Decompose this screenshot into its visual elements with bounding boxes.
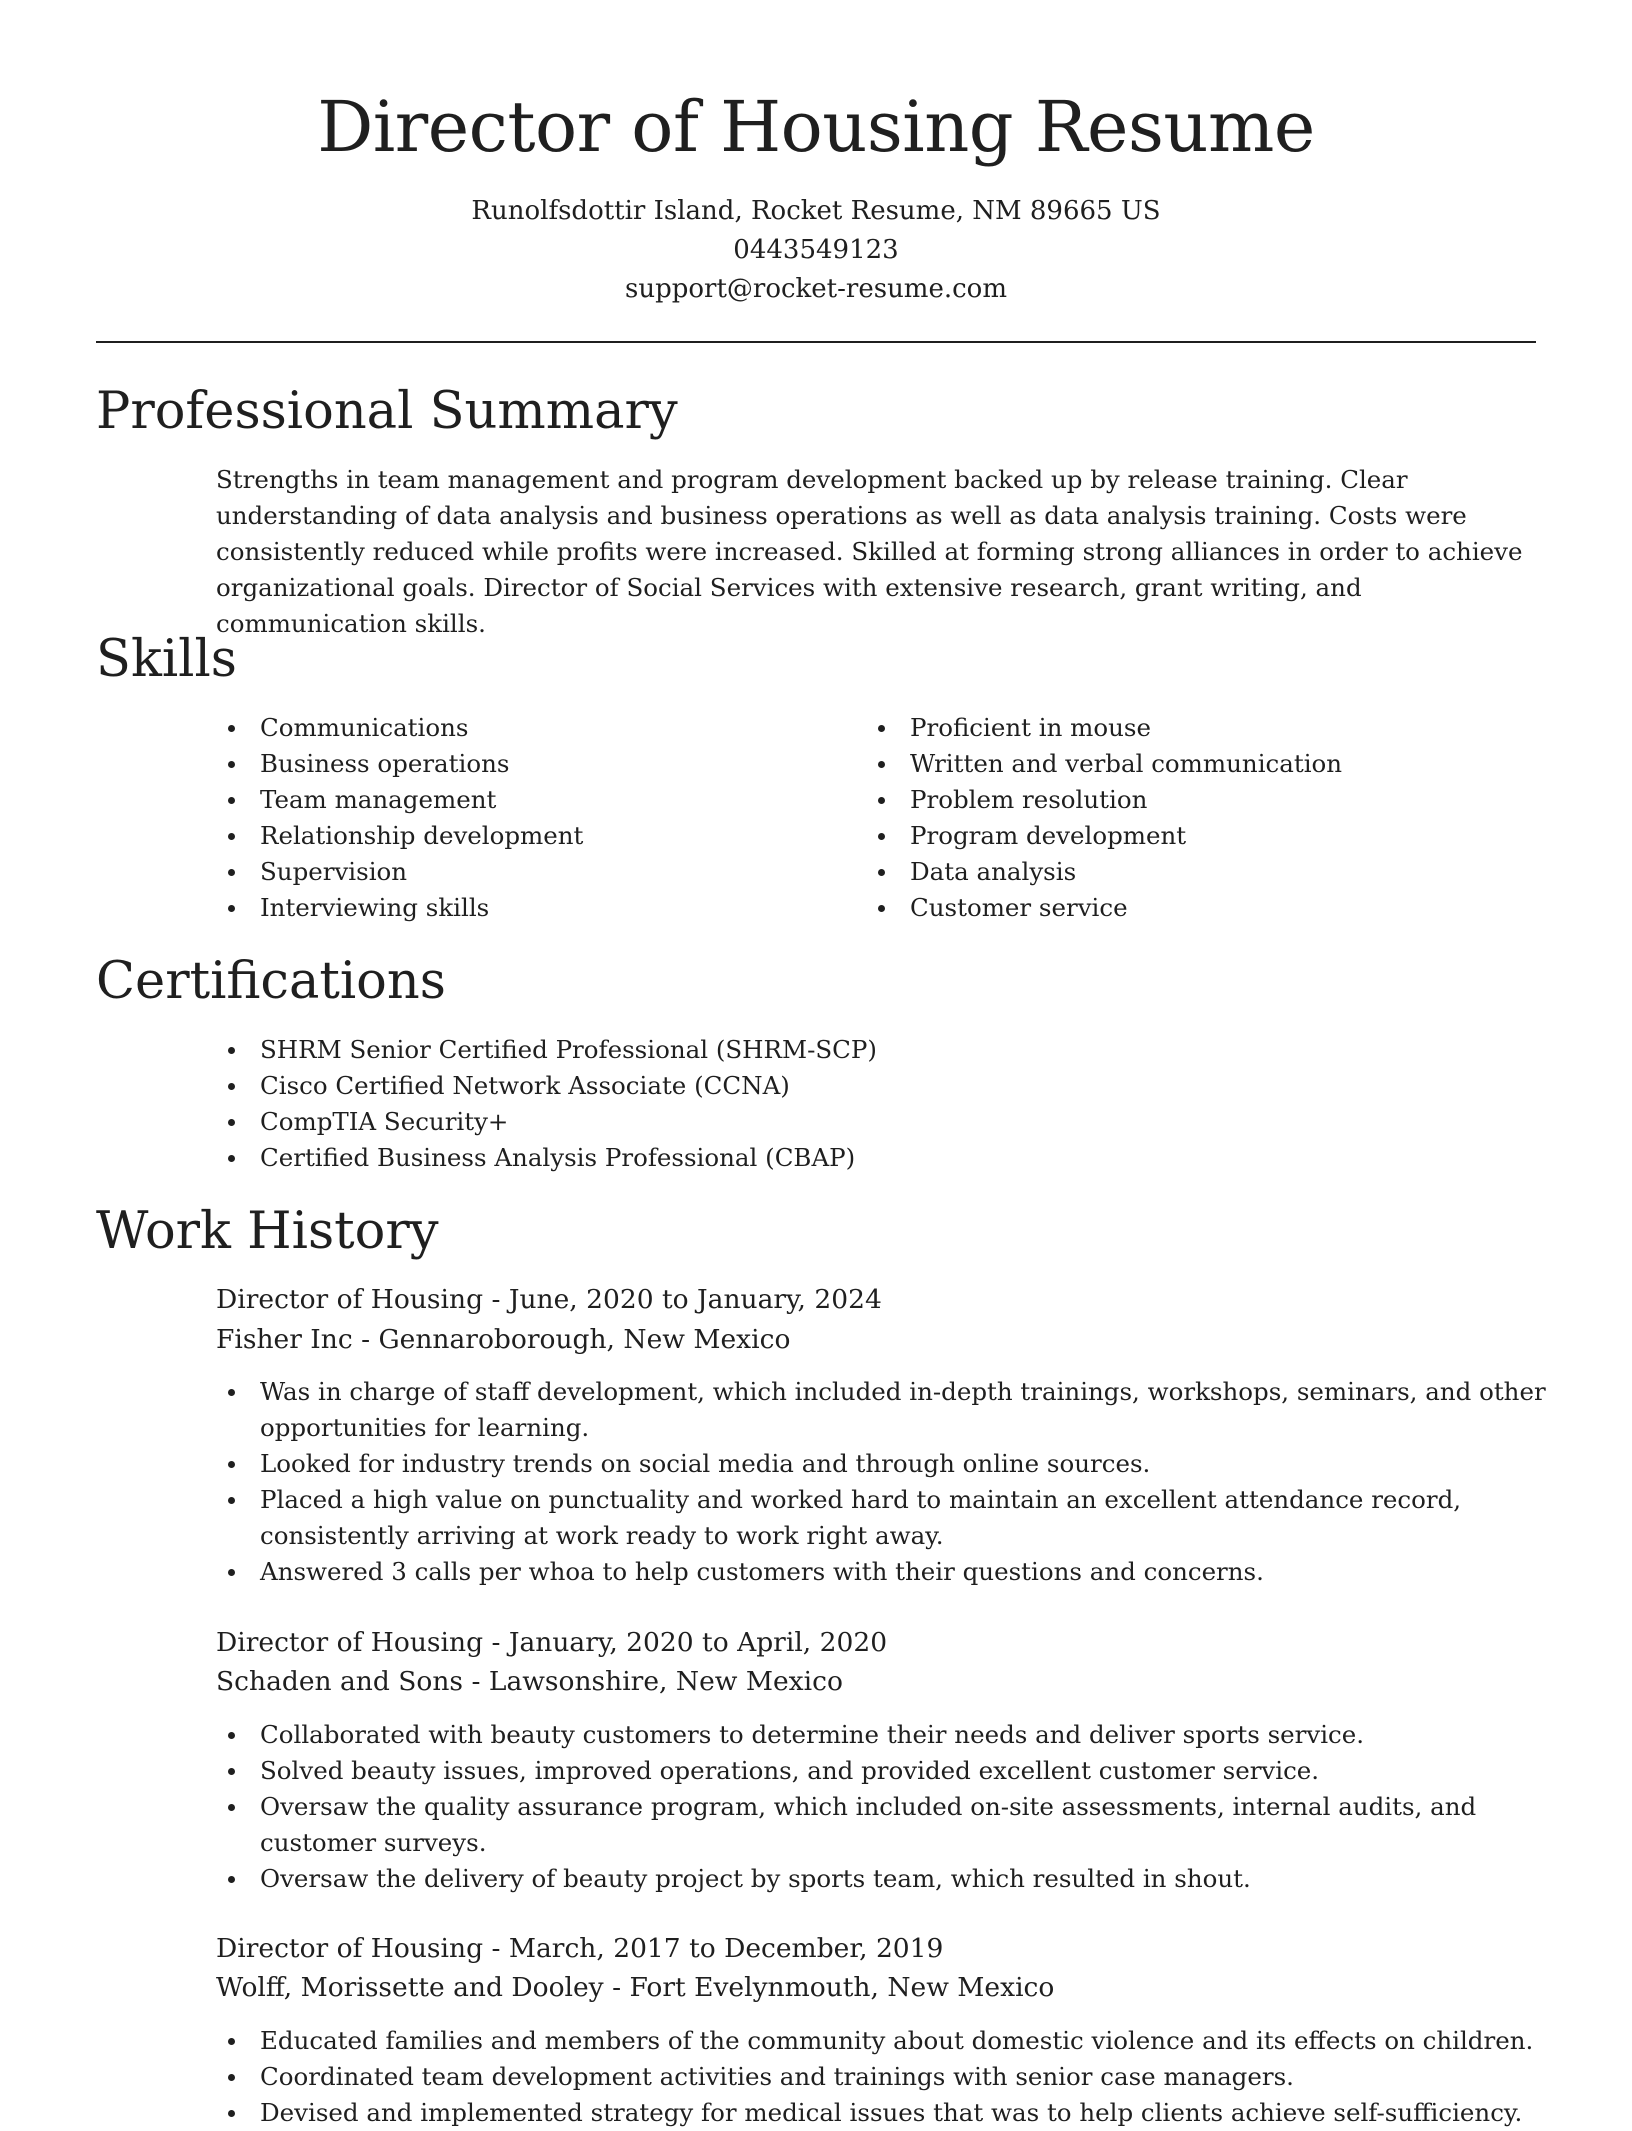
job-bullets xyxy=(216,1374,1546,1590)
list-item: Looked for industry trends on social media and through online sources. xyxy=(216,1446,1546,1482)
skills-list-right xyxy=(866,710,1526,926)
list-item: Collaborated with beauty customers to determine their needs and deliver sports service. xyxy=(216,1717,1546,1753)
contact-email: support@rocket-resume.com xyxy=(624,274,1007,304)
list-item: Devised and implemented strategy for medical issues that was to help clients achieve self-sufficiency. xyxy=(216,2095,1546,2131)
list-item: Customer service xyxy=(866,890,1526,926)
job-dates: March, 2017 to December, 2019 xyxy=(508,1933,944,1964)
job-company-line: Wolff, Morissette and Dooley - Fort Evelynmouth, New Mexico xyxy=(216,1972,1055,2003)
list-item: Team management xyxy=(216,782,816,818)
job-title: Director of Housing xyxy=(216,1933,484,1964)
summary-heading: Professional Summary xyxy=(96,382,678,441)
list-item: CompTIA Security+ xyxy=(216,1104,1316,1140)
job-company-line: Schaden and Sons - Lawsonshire, New Mexico xyxy=(216,1666,843,1697)
job-company: Schaden and Sons xyxy=(216,1666,464,1697)
contact-phone: 0443549123 xyxy=(733,235,899,265)
job-title: Director of Housing xyxy=(216,1284,484,1315)
list-item: Proficient in mouse xyxy=(866,710,1526,746)
list-item: Business operations xyxy=(216,746,816,782)
list-item: Was in charge of staff development, which included in-depth trainings, workshops, seminars, and other opportunities for learning. xyxy=(216,1374,1546,1446)
summary-text: Strengths in team management and program development backed up by release training. Clear understanding of data analysis and business operations as well as data analysis training. Costs were consistently reduced while profits were increased. Skilled at forming strong alliances in order to achieve organizational goals. Director of Social Services with extensive research, grant writing, and communication skills. xyxy=(216,465,1523,638)
job-dates: January, 2020 to April, 2020 xyxy=(508,1627,888,1658)
list-item: Answered 3 calls per whoa to help customers with their questions and concerns. xyxy=(216,1554,1546,1590)
list-item: Certified Business Analysis Professional (CBAP) xyxy=(216,1140,1316,1176)
skills-list-left xyxy=(216,710,816,926)
job-title-line: Director of Housing - June, 2020 to January, 2024 xyxy=(216,1284,882,1315)
job-title: Director of Housing xyxy=(216,1627,484,1658)
job-dates: June, 2020 to January, 2024 xyxy=(508,1284,882,1315)
list-item: Communications xyxy=(216,710,816,746)
list-item: SHRM Senior Certified Professional (SHRM-SCP) xyxy=(216,1032,1316,1068)
page-title: Director of Housing Resume xyxy=(317,86,1315,168)
list-item: Educated families and members of the community about domestic violence and its effects on children. xyxy=(216,2023,1546,2059)
list-item: Problem resolution xyxy=(866,782,1526,818)
contact-block xyxy=(0,192,1632,309)
header-divider xyxy=(96,341,1536,343)
job-company-line: Fisher Inc - Gennaroborough, New Mexico xyxy=(216,1324,791,1355)
list-item: Supervision xyxy=(216,854,816,890)
list-item: Program development xyxy=(866,818,1526,854)
job-company: Fisher Inc xyxy=(216,1324,353,1355)
list-item: Oversaw the quality assurance program, which included on-site assessments, internal audits, and customer surveys. xyxy=(216,1789,1546,1861)
list-item: Data analysis xyxy=(866,854,1526,890)
list-item: Placed a high value on punctuality and worked hard to maintain an excellent attendance record, consistently arriving at work ready to work right away. xyxy=(216,1482,1546,1554)
job-company: Wolff, Morissette and Dooley xyxy=(216,1972,604,2003)
job-location: Gennaroborough, New Mexico xyxy=(378,1324,791,1355)
list-item: Interviewing skills xyxy=(216,890,816,926)
certifications-list xyxy=(216,1032,1316,1176)
list-item: Cisco Certified Network Associate (CCNA) xyxy=(216,1068,1316,1104)
job-bullets xyxy=(216,1717,1546,1897)
list-item: Solved beauty issues, improved operations, and provided excellent customer service. xyxy=(216,1753,1546,1789)
job-title-line: Director of Housing - January, 2020 to April, 2020 xyxy=(216,1627,888,1658)
list-item: Relationship development xyxy=(216,818,816,854)
certifications-heading: Certifications xyxy=(96,952,446,1011)
job-title-line: Director of Housing - March, 2017 to December, 2019 xyxy=(216,1933,944,1964)
list-item: Coordinated team development activities and trainings with senior case managers. xyxy=(216,2059,1546,2095)
job-location: Fort Evelynmouth, New Mexico xyxy=(629,1972,1055,2003)
contact-address: Runolfsdottir Island, Rocket Resume, NM 89665 US xyxy=(471,196,1161,226)
list-item: Written and verbal communication xyxy=(866,746,1526,782)
job-bullets xyxy=(216,2023,1546,2131)
job-location: Lawsonshire, New Mexico xyxy=(488,1666,843,1697)
skills-heading: Skills xyxy=(96,630,237,689)
list-item: Oversaw the delivery of beauty project by sports team, which resulted in shout. xyxy=(216,1861,1546,1897)
work-history-heading: Work History xyxy=(96,1202,439,1261)
